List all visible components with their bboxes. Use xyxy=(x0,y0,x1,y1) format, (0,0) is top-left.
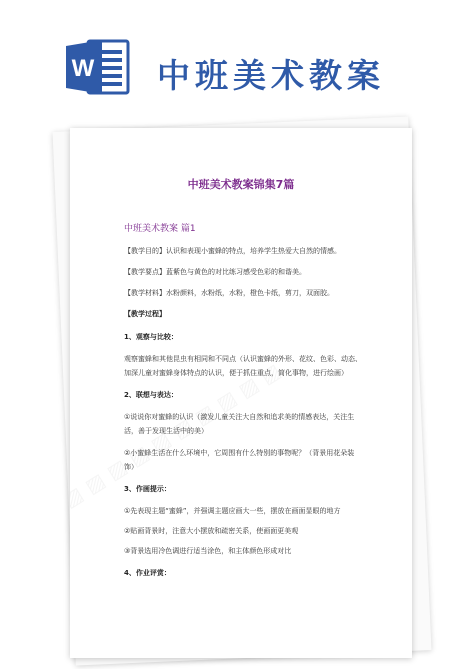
paragraph-line: ③背景选用冷色调进行适当涂色，和主体颜色形成对比 xyxy=(124,547,292,555)
step-heading: 2、联想与表达： xyxy=(124,391,178,399)
paragraph-line: ②贴画背景时，注意大小摆放和疏密关系，使画面更美观 xyxy=(124,527,299,535)
step-heading: 3、作画提示： xyxy=(124,485,171,493)
document-page xyxy=(70,128,412,658)
paragraph-line: ①说说你对蜜蜂的认识（激发儿童关注大自然和追求美的情感表达，关注生 xyxy=(124,413,355,421)
header-title: 中班美术教案 xyxy=(157,56,385,95)
word-logo-letter: W xyxy=(71,55,95,82)
paragraph-line: 观察蜜蜂和其他昆虫有相同和不同点（认识蜜蜂的外形、花纹、色彩、动态、 xyxy=(124,355,362,363)
step-heading: 4、作业评赏： xyxy=(124,569,171,577)
paragraph-line: 活，善于发现生活中的美） xyxy=(124,427,208,435)
document-title: 中班美术教案锦集7篇 xyxy=(187,178,295,191)
paragraph-line: ②小蜜蜂生活在什么环境中，它周围有什么特别的事物呢？（背景用花朵装 xyxy=(124,449,355,457)
paragraph-line: 饰） xyxy=(124,463,138,471)
header-banner xyxy=(0,0,474,120)
section-heading: 中班美术教案 篇1 xyxy=(124,224,196,234)
step-heading: 1、观察与比较： xyxy=(124,333,178,341)
paragraph-line: 加深儿童对蜜蜂身体特点的认识，便于抓住重点，简化事物，进行绘画） xyxy=(124,369,348,377)
paragraph-line: 【教学要点】蓝紫色与黄色的对比练习感受色彩的和谐美。 xyxy=(124,268,306,276)
paragraph-line: 【教学材料】水粉颜料，水粉纸，水粉，橙色卡纸，剪刀，双面胶。 xyxy=(124,289,334,297)
word-document-icon xyxy=(66,38,130,96)
document-preview xyxy=(56,118,428,658)
paragraph-line: 【教学目的】认识和表现小蜜蜂的特点，培养学生热爱大自然的情感。 xyxy=(124,247,341,255)
paragraph-line: ①先表现主题“蜜蜂”，并强调主题应画大一些，摆放在画面显眼的地方 xyxy=(124,507,341,515)
paragraph-heading: 【教学过程】 xyxy=(124,310,166,318)
